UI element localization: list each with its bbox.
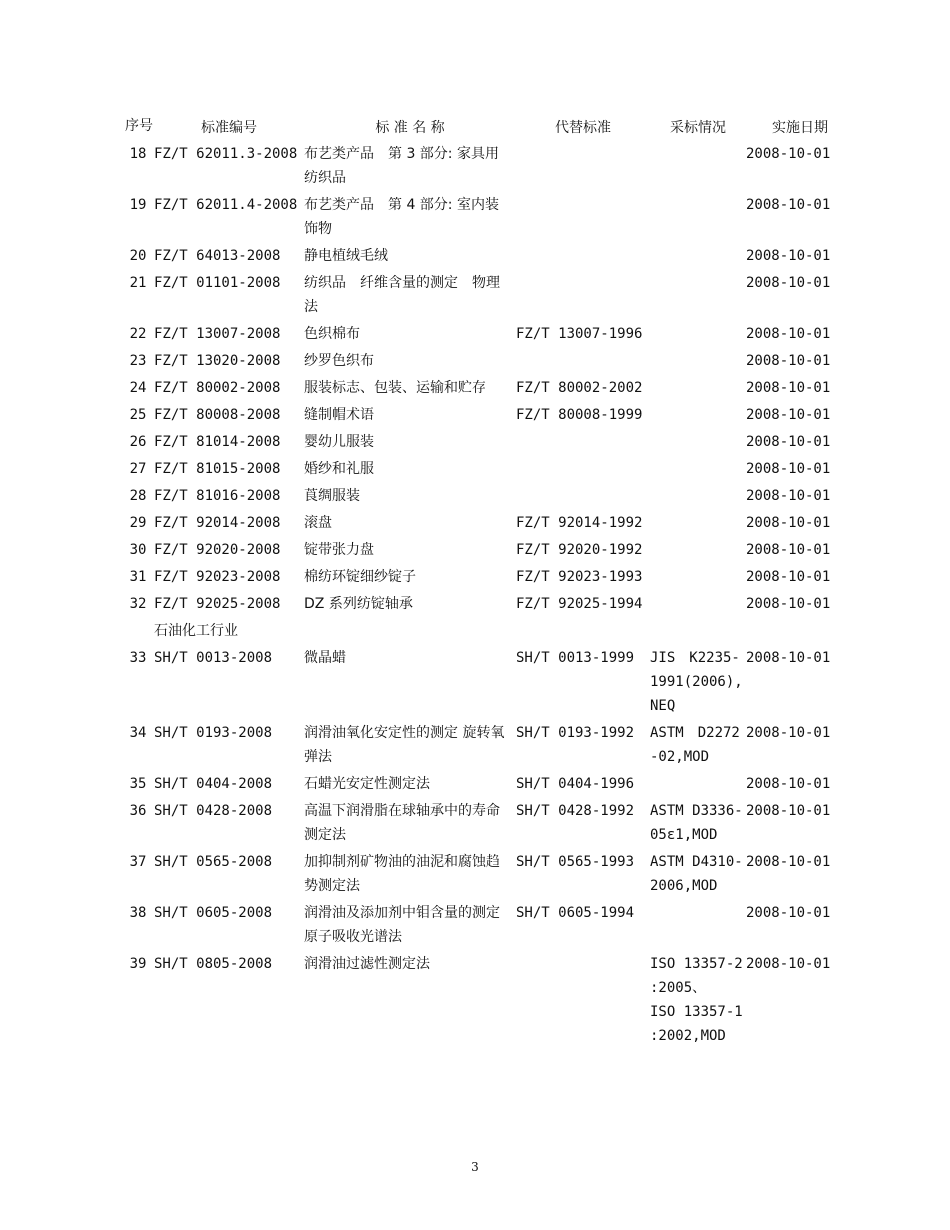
row-number: 34 xyxy=(129,725,147,741)
standard-code: FZ/T 92025-2008 xyxy=(154,596,281,612)
adoption-status xyxy=(650,563,746,590)
row-number: 23 xyxy=(129,353,147,369)
implementation-date: 2008-10-01 xyxy=(746,803,831,819)
standard-name: 缝制帽术语 xyxy=(304,407,374,423)
replaced-standard: FZ/T 92025-1994 xyxy=(516,596,643,612)
table-row xyxy=(124,482,854,509)
implementation-date: 2008-10-01 xyxy=(746,353,831,369)
implementation-date: 2008-10-01 xyxy=(746,326,831,342)
replaced-standard: SH/T 0428-1992 xyxy=(516,803,635,819)
standard-code: SH/T 0013-2008 xyxy=(154,650,273,666)
table-row xyxy=(124,797,854,848)
adoption-status xyxy=(650,899,746,950)
adoption-status: ASTM D4310- 2006,MOD xyxy=(650,854,743,894)
implementation-date: 2008-10-01 xyxy=(746,854,831,870)
implementation-date: 2008-10-01 xyxy=(746,146,831,162)
implementation-date: 2008-10-01 xyxy=(746,488,831,504)
adoption-status xyxy=(650,140,746,191)
standard-code: FZ/T 80002-2008 xyxy=(154,380,281,396)
row-number: 38 xyxy=(129,905,147,921)
row-number: 36 xyxy=(129,803,147,819)
table-row xyxy=(124,428,854,455)
standard-name: 滚盘 xyxy=(304,515,332,531)
replaced-standard xyxy=(516,950,650,1049)
replaced-standard: SH/T 0013-1999 xyxy=(516,650,635,666)
table-row xyxy=(124,191,854,242)
row-number: 22 xyxy=(129,326,147,342)
table-row xyxy=(124,770,854,797)
implementation-date: 2008-10-01 xyxy=(746,407,831,423)
adoption-status xyxy=(650,590,746,617)
replaced-standard: FZ/T 13007-1996 xyxy=(516,326,643,342)
implementation-date: 2008-10-01 xyxy=(746,434,831,450)
replaced-standard xyxy=(516,428,650,455)
replaced-standard xyxy=(516,347,650,374)
standard-name: 莨绸服装 xyxy=(304,488,360,504)
standard-name: 微晶蜡 xyxy=(304,650,346,666)
replaced-standard: FZ/T 92023-1993 xyxy=(516,569,643,585)
standard-code: FZ/T 80008-2008 xyxy=(154,407,281,423)
header-date: 实施日期 xyxy=(772,120,828,136)
standard-code: FZ/T 81015-2008 xyxy=(154,461,281,477)
header-name: 标 准 名 称 xyxy=(375,120,445,136)
table-row xyxy=(124,590,854,617)
standard-name: 润滑油过滤性测定法 xyxy=(304,956,430,972)
table-row xyxy=(124,320,854,347)
replaced-standard xyxy=(516,269,650,320)
replaced-standard: SH/T 0404-1996 xyxy=(516,776,635,792)
standard-code: FZ/T 62011.4-2008 xyxy=(154,197,298,213)
adoption-status xyxy=(650,242,746,269)
row-number: 19 xyxy=(129,197,147,213)
replaced-standard: FZ/T 80008-1999 xyxy=(516,407,643,423)
implementation-date: 2008-10-01 xyxy=(746,380,831,396)
standard-name: 布艺类产品 第 3 部分: 家具用纺织品 xyxy=(304,146,499,186)
table-body-textile xyxy=(124,140,854,617)
page-number: 3 xyxy=(471,1160,479,1174)
table-row xyxy=(124,347,854,374)
standard-code: FZ/T 92020-2008 xyxy=(154,542,281,558)
table-row xyxy=(124,848,854,899)
standard-code: SH/T 0404-2008 xyxy=(154,776,273,792)
row-number: 37 xyxy=(129,854,147,870)
adoption-status: ASTM D2272 -02,MOD xyxy=(650,725,740,765)
implementation-date: 2008-10-01 xyxy=(746,275,831,291)
header-code: 标准编号 xyxy=(201,120,257,136)
adoption-status: ASTM D3336- 05ε1,MOD xyxy=(650,803,743,843)
table-row xyxy=(124,719,854,770)
standard-name: 纱罗色织布 xyxy=(304,353,374,369)
row-number: 29 xyxy=(129,515,147,531)
replaced-standard: SH/T 0605-1994 xyxy=(516,905,635,921)
implementation-date: 2008-10-01 xyxy=(746,197,831,213)
adoption-status: JIS K2235- 1991(2006), NEQ xyxy=(650,650,743,714)
replaced-standard xyxy=(516,242,650,269)
table-row xyxy=(124,644,854,719)
standard-code: FZ/T 81014-2008 xyxy=(154,434,281,450)
table-row xyxy=(124,950,854,1049)
implementation-date: 2008-10-01 xyxy=(746,248,831,264)
standard-name: 润滑油及添加剂中钼含量的测定 原子吸收光谱法 xyxy=(304,905,514,945)
standard-name: 纺织品 纤维含量的测定 物理法 xyxy=(304,275,500,315)
table-row xyxy=(124,401,854,428)
standard-code: FZ/T 64013-2008 xyxy=(154,248,281,264)
standard-code: FZ/T 01101-2008 xyxy=(154,275,281,291)
table-row xyxy=(124,242,854,269)
adoption-status xyxy=(650,482,746,509)
standard-name: 棉纺环锭细纱锭子 xyxy=(304,569,416,585)
standard-code: SH/T 0193-2008 xyxy=(154,725,273,741)
replaced-standard: SH/T 0193-1992 xyxy=(516,725,635,741)
standard-code: FZ/T 92014-2008 xyxy=(154,515,281,531)
implementation-date: 2008-10-01 xyxy=(746,650,831,666)
implementation-date: 2008-10-01 xyxy=(746,542,831,558)
table-row xyxy=(124,536,854,563)
row-number: 30 xyxy=(129,542,147,558)
adoption-status xyxy=(650,191,746,242)
row-number: 26 xyxy=(129,434,147,450)
implementation-date: 2008-10-01 xyxy=(746,515,831,531)
standard-name: 服装标志、包装、运输和贮存 xyxy=(304,380,486,396)
replaced-standard xyxy=(516,191,650,242)
standard-name: 锭带张力盘 xyxy=(304,542,374,558)
standard-code: FZ/T 62011.3-2008 xyxy=(154,146,298,162)
adoption-status xyxy=(650,347,746,374)
adoption-status xyxy=(650,428,746,455)
table-row xyxy=(124,455,854,482)
table-row xyxy=(124,374,854,401)
row-number: 31 xyxy=(129,569,147,585)
standard-code: FZ/T 13020-2008 xyxy=(154,353,281,369)
row-number: 24 xyxy=(129,380,147,396)
standard-name: 高温下润滑脂在球轴承中的寿命测定法 xyxy=(304,803,500,843)
row-number: 39 xyxy=(129,956,147,972)
replaced-standard: FZ/T 92020-1992 xyxy=(516,542,643,558)
standard-name: 静电植绒毛绒 xyxy=(304,248,388,264)
table-row xyxy=(124,509,854,536)
row-number: 25 xyxy=(129,407,147,423)
adoption-status xyxy=(650,320,746,347)
replaced-standard: SH/T 0565-1993 xyxy=(516,854,635,870)
table-row xyxy=(124,563,854,590)
standard-code: FZ/T 92023-2008 xyxy=(154,569,281,585)
row-number: 33 xyxy=(129,650,147,666)
table-row xyxy=(124,269,854,320)
standard-name: 色织棉布 xyxy=(304,326,360,342)
adoption-status xyxy=(650,770,746,797)
row-number: 32 xyxy=(129,596,147,612)
standard-code: SH/T 0428-2008 xyxy=(154,803,273,819)
implementation-date: 2008-10-01 xyxy=(746,956,831,972)
replaced-standard: FZ/T 92014-1992 xyxy=(516,515,643,531)
implementation-date: 2008-10-01 xyxy=(746,776,831,792)
table-header-row xyxy=(124,116,854,140)
standard-name: 加抑制剂矿物油的油泥和腐蚀趋势测定法 xyxy=(304,854,500,894)
header-replaced: 代替标准 xyxy=(555,120,611,136)
standard-code: SH/T 0805-2008 xyxy=(154,956,273,972)
standard-name: DZ 系列纺锭轴承 xyxy=(304,596,413,612)
standards-table xyxy=(124,116,854,1049)
replaced-standard xyxy=(516,140,650,191)
standard-name: 润滑油氧化安定性的测定 旋转氧弹法 xyxy=(304,725,505,765)
replaced-standard xyxy=(516,482,650,509)
row-number: 21 xyxy=(129,275,147,291)
row-number: 27 xyxy=(129,461,147,477)
implementation-date: 2008-10-01 xyxy=(746,461,831,477)
implementation-date: 2008-10-01 xyxy=(746,905,831,921)
row-number: 35 xyxy=(129,776,147,792)
replaced-standard xyxy=(516,455,650,482)
standard-code: FZ/T 13007-2008 xyxy=(154,326,281,342)
standard-name: 婴幼儿服装 xyxy=(304,434,374,450)
table-row xyxy=(124,140,854,191)
standard-code: FZ/T 81016-2008 xyxy=(154,488,281,504)
adoption-status xyxy=(650,455,746,482)
adoption-status xyxy=(650,374,746,401)
row-number: 28 xyxy=(129,488,147,504)
standard-code: SH/T 0605-2008 xyxy=(154,905,273,921)
adoption-status xyxy=(650,536,746,563)
row-number: 20 xyxy=(129,248,147,264)
header-adoption: 采标情况 xyxy=(670,120,726,136)
table-row xyxy=(124,899,854,950)
implementation-date: 2008-10-01 xyxy=(746,725,831,741)
adoption-status xyxy=(650,269,746,320)
implementation-date: 2008-10-01 xyxy=(746,569,831,585)
section-row xyxy=(124,617,854,644)
section-title: 石油化工行业 xyxy=(154,623,238,639)
standard-name: 布艺类产品 第 4 部分: 室内装饰物 xyxy=(304,197,499,237)
adoption-status xyxy=(650,401,746,428)
adoption-status xyxy=(650,509,746,536)
row-number: 18 xyxy=(129,146,147,162)
table-body-petrochemical xyxy=(124,644,854,1049)
adoption-status: ISO 13357-2 :2005、 ISO 13357-1 :2002,MOD xyxy=(650,956,743,1044)
standard-name: 石蜡光安定性测定法 xyxy=(304,776,430,792)
implementation-date: 2008-10-01 xyxy=(746,596,831,612)
replaced-standard: FZ/T 80002-2002 xyxy=(516,380,643,396)
header-no: 序号 xyxy=(125,118,153,134)
standard-code: SH/T 0565-2008 xyxy=(154,854,273,870)
standard-name: 婚纱和礼服 xyxy=(304,461,374,477)
